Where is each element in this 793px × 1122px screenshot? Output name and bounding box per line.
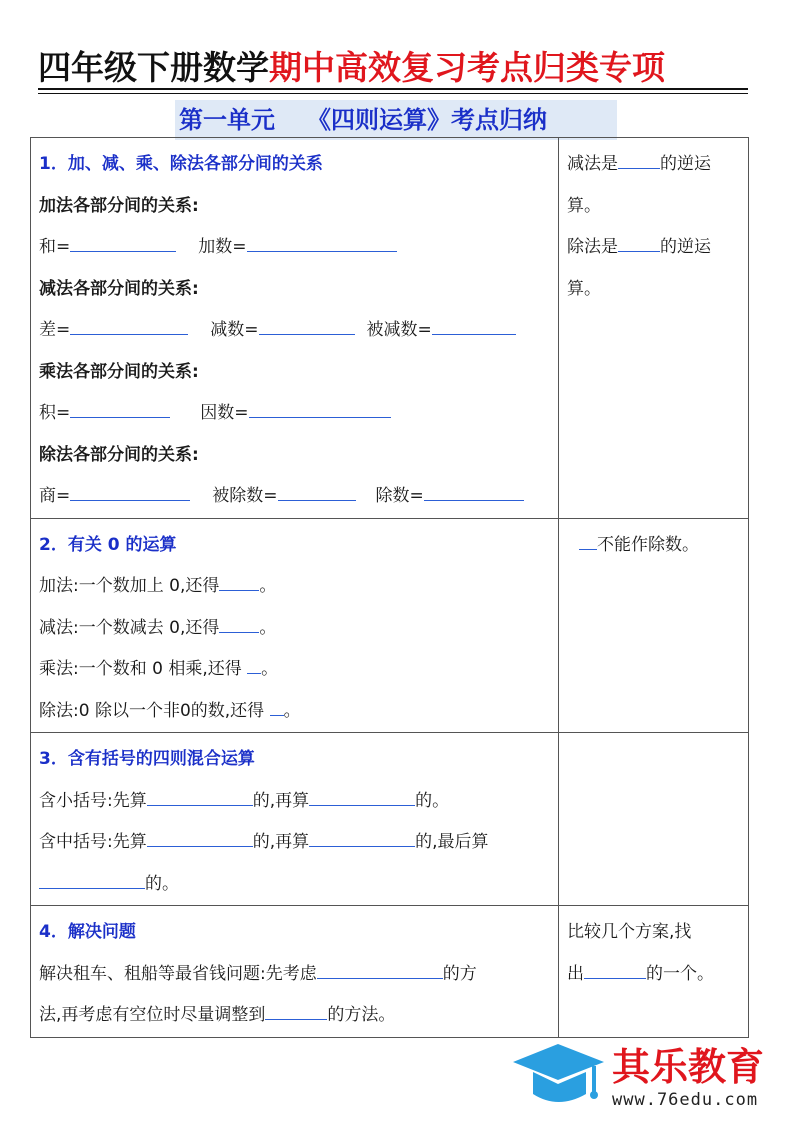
division-line: 商= 被除数= 除数= [39,476,550,518]
blank-field[interactable] [265,1003,327,1020]
blank-field[interactable] [618,152,660,169]
mid-bracket-line-end: 的。 [39,864,550,906]
inverse-note-sub: 减法是 的逆运 [567,154,711,174]
title-black-part: 四年级下册数学 [38,48,269,87]
division-title: 除法各部分间的关系: [39,444,199,465]
addition-title: 加法各部分间的关系: [39,195,199,216]
table-row [31,518,749,733]
divisor-note: 不能作除数。 [579,525,740,567]
blank-field[interactable] [147,830,253,847]
plan-note-end: 出 的一个。 [567,963,714,984]
blank-field[interactable] [219,616,259,633]
blank-field[interactable] [247,657,261,674]
brand-name: 其乐教育 [612,1045,765,1089]
multiplication-title: 乘法各部分间的关系: [39,361,199,382]
zero-mul-line: 乘法:一个数和 0 相乘,还得 。 [39,659,279,679]
blank-field[interactable] [309,789,415,806]
brand-url: www.76edu.com [612,1090,759,1110]
blank-field[interactable] [309,830,415,847]
small-bracket-line: 含小括号:先算 的,再算 的。 [39,790,450,811]
problem-line-2: 法,再考虑有空位时尽量调整到 的方法。 [39,1005,396,1025]
section-heading: 4．解决问题 [39,922,136,942]
blank-field[interactable] [70,318,188,335]
mid-bracket-line: 含中括号:先算 的,再算 的,最后算 [39,832,489,852]
blank-field[interactable] [278,484,356,501]
unit-topic: 《四则运算》考点归纳 [307,106,547,134]
blank-field[interactable] [70,484,190,501]
inverse-note-sub-end: 算。 [567,195,601,216]
zero-add-line: 加法:一个数加上 0,还得 。 [39,576,277,596]
section-heading: 3．含有括号的四则混合运算 [39,749,255,769]
blank-field[interactable] [147,789,253,806]
blank-field[interactable] [219,574,259,591]
addition-line: 和= 加数= [39,227,550,269]
subtraction-title: 减法各部分间的关系: [39,278,199,299]
table-row [31,733,749,906]
inverse-note-div-end: 算。 [567,278,601,299]
blank-field[interactable] [317,962,443,979]
section-heading: 2．有关 0 的运算 [39,534,177,555]
blank-field[interactable] [249,401,391,418]
table-row [31,906,749,1038]
title-red-part: 期中高效复习考点归类专项 [269,48,665,87]
plan-note: 比较几个方案,找 [567,922,692,942]
blank-field[interactable] [70,401,170,418]
problem-line-1: 解决租车、租船等最省钱问题:先考虑 的方 [39,963,477,984]
zero-div-line: 除法:0 除以一个非0的数,还得 。 [39,700,301,721]
blank-field[interactable] [39,872,145,889]
zero-sub-line: 减法:一个数减去 0,还得 。 [39,617,277,638]
page-title [38,44,750,92]
title-underline [38,88,748,90]
table-row [31,138,749,519]
knowledge-table [30,137,749,1038]
blank-field[interactable] [432,318,516,335]
subtraction-line: 差= 减数= 被减数= [39,310,550,352]
section-heading: 1．加、减、乘、除法各部分间的关系 [39,154,323,174]
blank-field[interactable] [70,235,176,252]
inverse-note-div: 除法是 的逆运 [567,237,711,257]
blank-field[interactable] [247,235,397,252]
blank-field[interactable] [579,533,597,550]
multiplication-line: 积= 因数= [39,393,550,435]
blank-field[interactable] [584,962,646,979]
title-underline-thin [38,93,748,94]
blank-field[interactable] [270,699,284,716]
unit-label: 第一单元 [179,106,275,134]
blank-field[interactable] [259,318,355,335]
blank-field[interactable] [618,235,660,252]
blank-field[interactable] [424,484,524,501]
unit-subtitle [175,100,617,140]
